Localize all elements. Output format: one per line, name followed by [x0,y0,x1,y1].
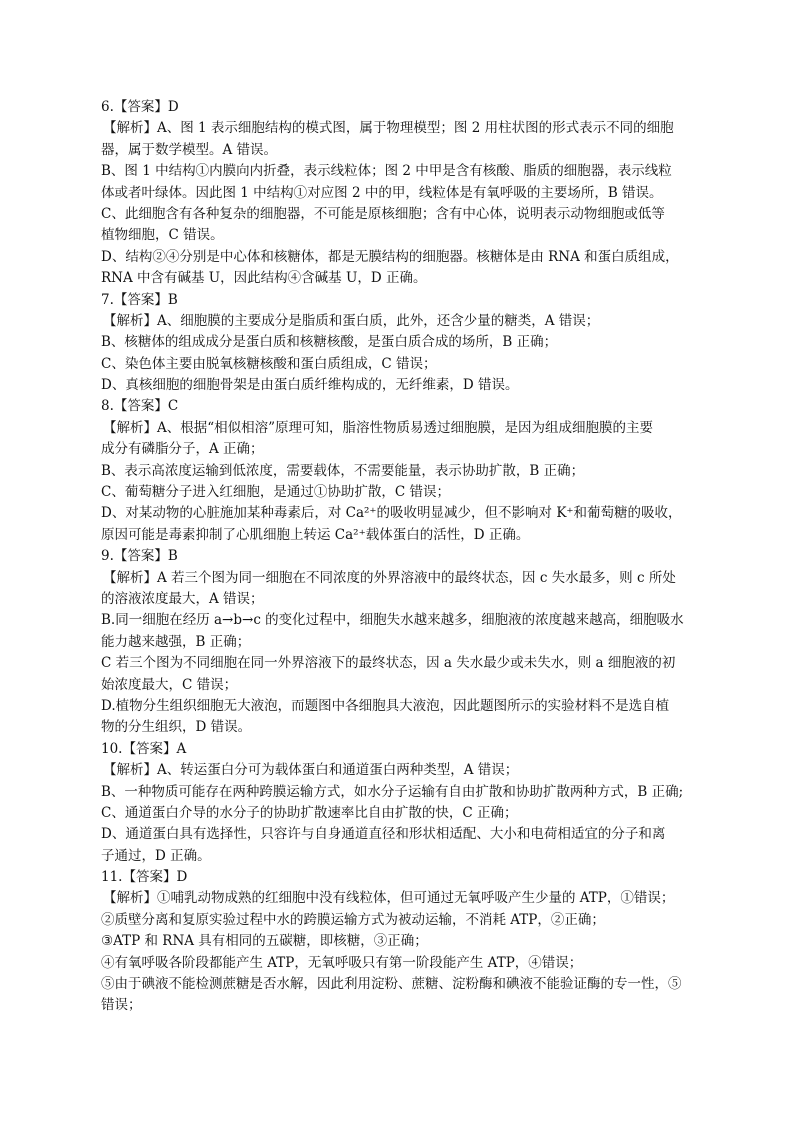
explanation-line: B、核糖体的组成成分是蛋白质和核糖核酸，是蛋白质合成的场所，B 正确； [101,334,558,351]
explanation-line: B、表示高浓度运输到低浓度，需要载体，不需要能量，表示协助扩散，B 正确； [101,462,585,479]
explanation-line: 错误； [101,997,142,1014]
explanation-line: 子通过，D 正确。 [101,847,211,864]
explanation-line: C、通道蛋白介导的水分子的协助扩散速率比自由扩散的快，C 正确； [101,804,518,821]
explanation-line: 器，属于数学模型。A 错误。 [101,141,278,158]
answer-heading: 11.【答案】D [101,869,188,886]
answer-heading: 10.【答案】A [101,740,187,757]
explanation-line: D、对某动物的心脏施加某种毒素后，对 Ca²⁺的吸收明显减少，但不影响对 K⁺和葡萄糖的吸收， [101,505,682,522]
explanation-line: 能力越来越强，B 正确； [101,633,251,650]
explanation-line: D、真核细胞的细胞骨架是由蛋白质纤维构成的，无纤维素，D 错误。 [101,377,519,394]
answer-heading: 9.【答案】B [101,548,178,565]
explanation-line: 植物细胞，C 错误。 [101,227,224,244]
explanation-line: D、通道蛋白具有选择性，只容许与自身通道直径和形状相适配、大小和电荷相适宜的分子和离 [101,826,666,843]
explanation-line: B、图 1 中结构①内膜向内折叠，表示线粒体；图 2 中甲是含有核酸、脂质的细胞器，表示线粒 [101,163,672,180]
explanation-line: ④有氧呼吸各阶段都能产生 ATP，无氧呼吸只有第一阶段能产生 ATP，④错误； [101,954,583,971]
explanation-line: 物的分生组织，D 错误。 [101,719,252,736]
explanation-line: 【解析】A、细胞膜的主要成分是脂质和蛋白质，此外，还含少量的糖类，A 错误； [103,312,600,329]
explanation-line: 【解析】①哺乳动物成熟的红细胞中没有线粒体，但可通过无氧呼吸产生少量的 ATP，①错误； [103,890,675,907]
explanation-line: 成分有磷脂分子，A 正确； [101,441,264,458]
explanation-line: ⑤由于碘液不能检测蔗糖是否水解，因此利用淀粉、蔗糖、淀粉酶和碘液不能验证酶的专一性，⑤ [101,976,682,993]
explanation-line: 体或者叶绿体。因此图 1 中结构①对应图 2 中的甲，线粒体是有氧呼吸的主要场所，B 错误。 [101,184,663,201]
explanation-line: 的溶液浓度最大，A 错误； [101,590,264,607]
explanation-line: 【解析】A 若三个图为同一细胞在不同浓度的外界溶液中的最终状态，因 c 失水最多，则 c 所处 [103,569,676,586]
answer-explanations [101,97,697,1017]
explanation-line: 原因可能是毒素抑制了心肌细胞上转运 Ca²⁺载体蛋白的活性，D 正确。 [101,526,530,543]
answer-heading: 6.【答案】D [101,99,179,115]
explanation-line: ②质壁分离和复原实验过程中水的跨膜运输方式为被动运输，不消耗 ATP，②正确； [101,911,605,928]
explanation-line: 始浓度最大，C 错误； [101,676,238,693]
explanation-line: C、葡萄糖分子进入红细胞，是通过①协助扩散，C 错误； [101,484,450,501]
explanation-line: 【解析】A、根据“相似相溶”原理可知，脂溶性物质易透过细胞膜，是因为组成细胞膜的主要 [103,419,654,436]
explanation-line: C 若三个图为不同细胞在同一外界溶液下的最终状态，因 a 失水最少或未失水，则 a 细胞液的初 [101,655,676,672]
explanation-line: RNA 中含有碱基 U，因此结构④含碱基 U，D 正确。 [101,270,427,287]
answer-heading: 8.【答案】C [101,398,179,415]
explanation-line: B、一种物质可能存在两种跨膜运输方式，如水分子运输有自由扩散和协助扩散两种方式，B 正确; [101,783,684,800]
answer-heading: 7.【答案】B [101,291,178,308]
explanation-line: D、结构②④分别是中心体和核糖体，都是无膜结构的细胞器。核糖体是由 RNA 和蛋白质组成， [101,248,679,265]
explanation-line: C、染色体主要由脱氧核糖核酸和蛋白质组成，C 错误； [101,355,437,372]
explanation-line: D.植物分生组织细胞无大液泡，而题图中各细胞具大液泡，因此题图所示的实验材料不是选自植 [101,697,670,714]
explanation-line: 【解析】A、转运蛋白分可为载体蛋白和通道蛋白两种类型，A 错误； [103,762,519,779]
explanation-line: B.同一细胞在经历 a→b→c 的变化过程中，细胞失水越来越多，细胞液的浓度越来越高，细胞吸水 [101,612,684,629]
explanation-line: 【解析】A、图 1 表示细胞结构的模式图，属于物理模型；图 2 用柱状图的形式表示不同的细胞 [103,120,674,137]
explanation-line: C、此细胞含有各种复杂的细胞器，不可能是原核细胞；含有中心体，说明表示动物细胞或低等 [101,205,665,222]
explanation-line: ③ATP 和 RNA 具有相同的五碳糖，即核糖，③正确； [101,933,428,950]
